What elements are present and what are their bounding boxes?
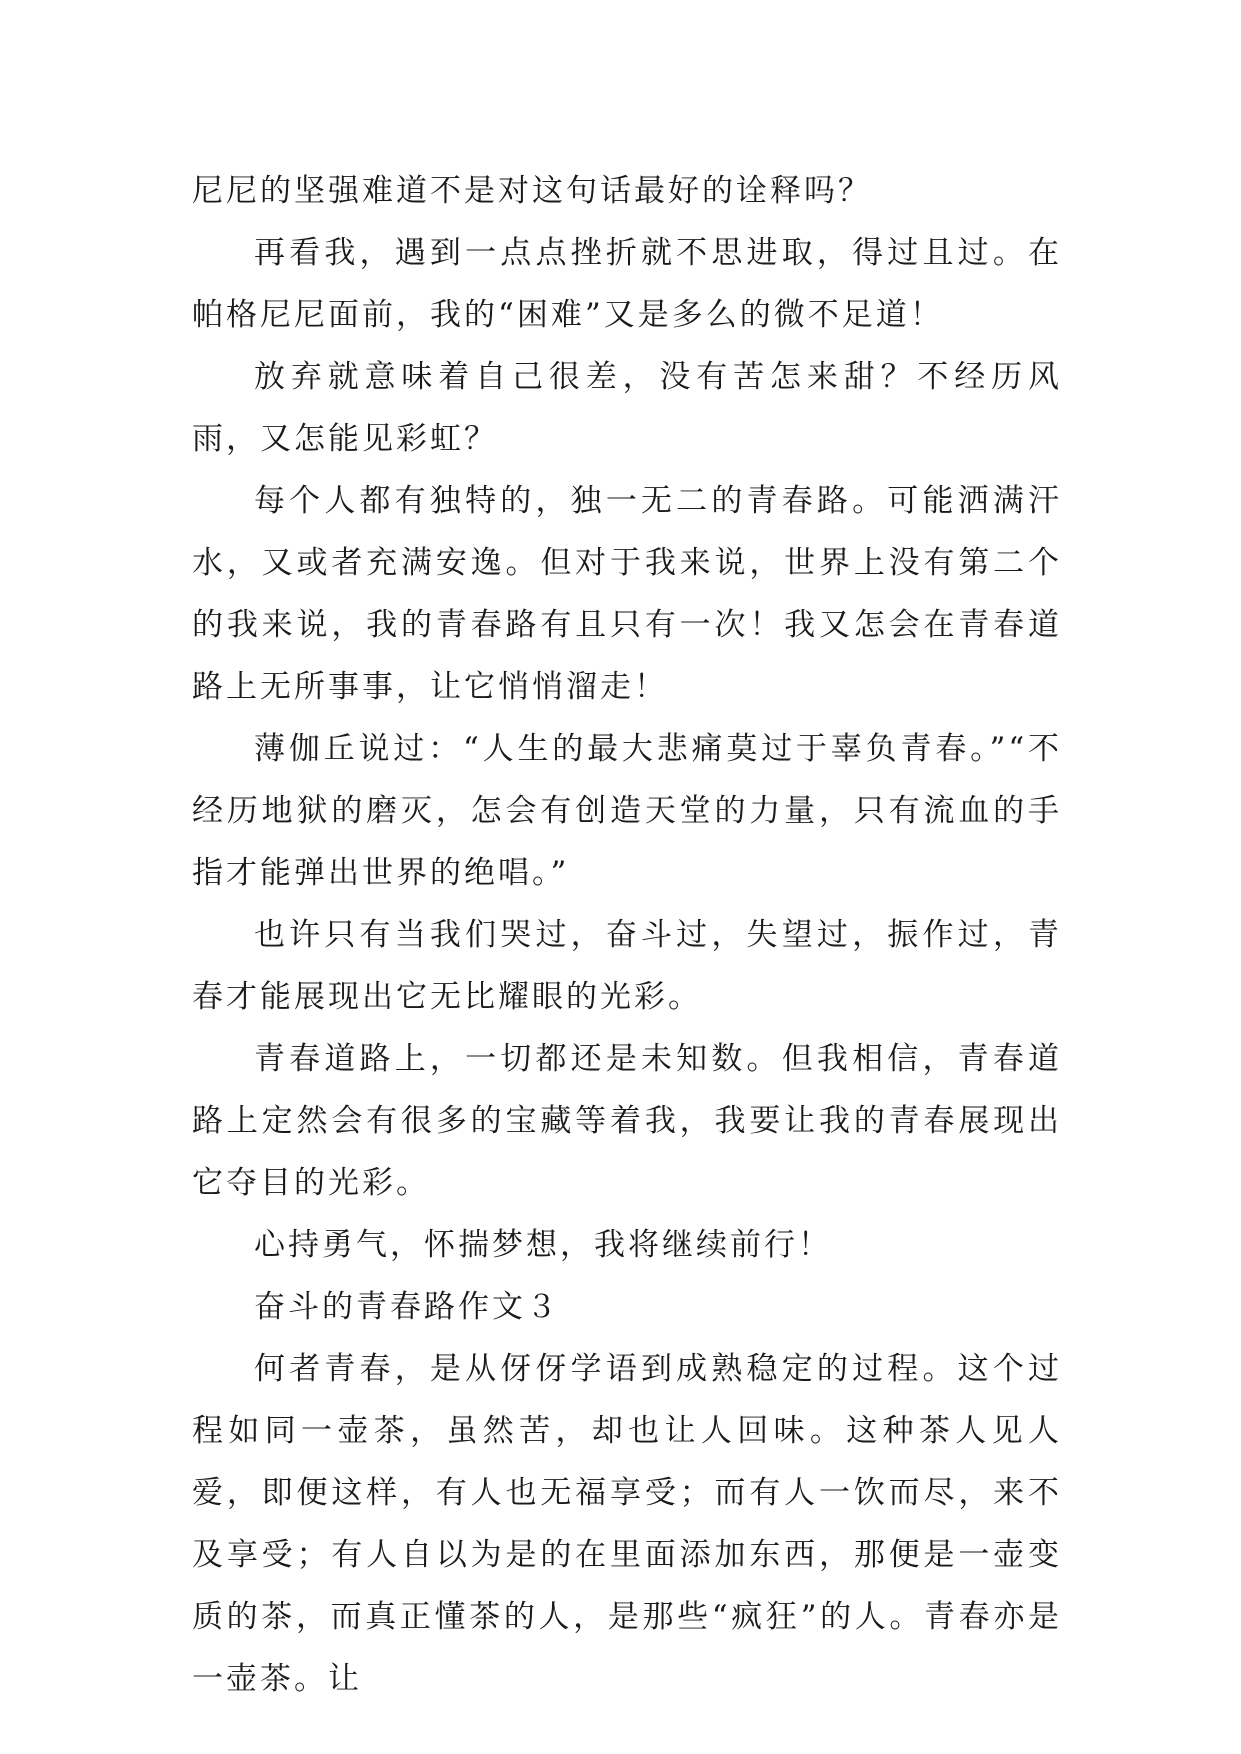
paragraph: 薄伽丘说过：“人生的最大悲痛莫过于辜负青春。”“不经历地狱的磨灭，怎会有创造天堂的力量，只有流血的手指才能弹出世界的绝唱。” bbox=[192, 731, 1062, 891]
paragraph: 青春道路上，一切都还是未知数。但我相信，青春道路上定然会有很多的宝藏等着我，我要让我的青春展现出它夺目的光彩。 bbox=[192, 1041, 1062, 1201]
essay-body bbox=[192, 160, 1062, 1710]
section-heading: 奋斗的青春路作文３ bbox=[254, 1289, 560, 1325]
paragraph: 也许只有当我们哭过，奋斗过，失望过，振作过，青春才能展现出它无比耀眼的光彩。 bbox=[192, 917, 1062, 1015]
paragraph: 心持勇气，怀揣梦想，我将继续前行！ bbox=[254, 1227, 832, 1263]
paragraph: 再看我，遇到一点点挫折就不思进取，得过且过。在帕格尼尼面前，我的“困难”又是多么的微不足道！ bbox=[192, 235, 1062, 333]
paragraph: 放弃就意味着自己很差，没有苦怎来甜？不经历风雨，又怎能见彩虹？ bbox=[192, 359, 1062, 457]
paragraph: 每个人都有独特的，独一无二的青春路。可能洒满汗水，又或者充满安逸。但对于我来说，世界上没有第二个的我来说，我的青春路有且只有一次！我又怎会在青春道路上无所事事，让它悄悄溜走！ bbox=[192, 483, 1062, 705]
paragraph: 何者青春，是从伢伢学语到成熟稳定的过程。这个过程如同一壶茶，虽然苦，却也让人回味。这种茶人见人爱，即便这样，有人也无福享受；而有人一饮而尽，来不及享受；有人自以为是的在里面添加东西，那便是一壶变质的茶，而真正懂茶的人，是那些“疯狂”的人。青春亦是一壶茶。让 bbox=[192, 1351, 1062, 1697]
paragraph-continuation: 尼尼的坚强难道不是对这句话最好的诠释吗？ bbox=[192, 173, 872, 209]
